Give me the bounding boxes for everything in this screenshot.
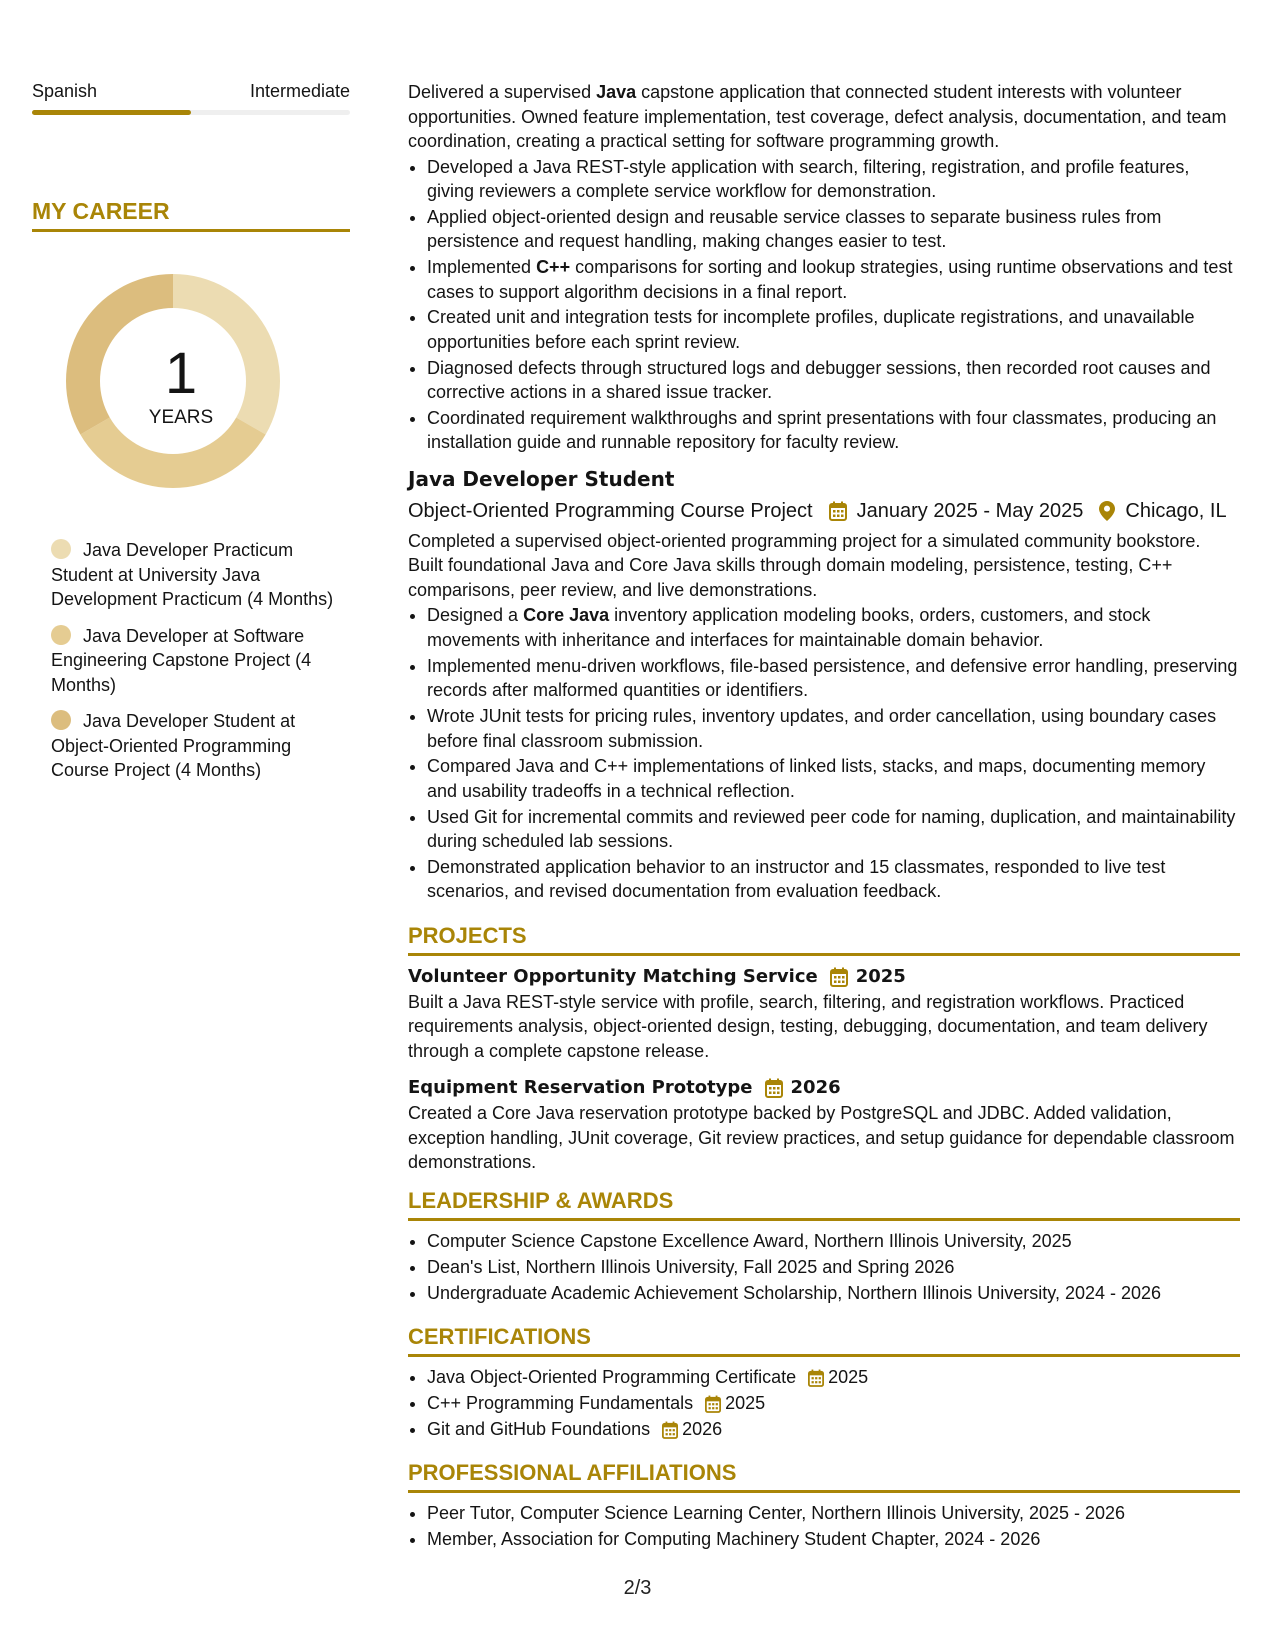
project-year: 2025	[855, 965, 906, 987]
bullet-item	[427, 255, 1240, 304]
bold-keyword: C++	[536, 257, 571, 278]
language-proficiency-bar	[32, 110, 350, 115]
career-section-title: MY CAREER	[32, 198, 170, 224]
certifications-list	[408, 1365, 1240, 1441]
affiliations-list	[408, 1501, 1240, 1551]
project-item	[408, 964, 1240, 1064]
exp2-bullets	[408, 603, 1240, 903]
donut-unit: YEARS	[148, 407, 214, 428]
text: capstone application that connected student interests with volunteer opportunities. Owned feature implementation, test coverage, defect analysis, documentation, and team coordination, creating a practical setting for software programming growth.	[408, 82, 1227, 151]
legend-label: Java Developer Practicum Student at University Java Development Practicum (4 Months)	[51, 540, 334, 609]
bold-keyword: Java	[596, 82, 637, 102]
bullet-item: • Coordinated requirement walkthroughs and sprint presentations with four classmates, producing an installation guide and runnable repository for faculty review.	[427, 406, 1240, 455]
exp1-summary	[408, 80, 1240, 154]
calendar-icon	[829, 501, 847, 521]
section-rule	[408, 953, 1240, 956]
bullet-item: • Diagnosed defects through structured logs and debugger sessions, then recorded root causes and corrective actions in a shared issue tracker.	[427, 356, 1240, 405]
exp2-org: Object-Oriented Programming Course Project	[408, 499, 813, 522]
certification-name: Java Object-Oriented Programming Certificate	[427, 1367, 797, 1388]
legend-label: Java Developer Student at Object-Oriented Programming Course Project (4 Months)	[51, 711, 296, 780]
legend-dot-icon	[51, 625, 71, 645]
text: Implemented	[427, 257, 537, 278]
project-item	[408, 1075, 1240, 1175]
project-heading	[408, 1075, 1240, 1101]
section-rule	[408, 1490, 1240, 1493]
language-name: Spanish	[32, 81, 98, 101]
certification-name: Git and GitHub Foundations	[427, 1418, 651, 1439]
certification-year: 2026	[682, 1418, 723, 1439]
list-item: • Member, Association for Computing Machinery Student Chapter, 2024 - 2026	[427, 1527, 1240, 1552]
bullet-item: • Implemented menu-driven workflows, file-based persistence, and defensive error handling, preserving records after malformed quantities or identifiers.	[427, 654, 1240, 703]
project-description: Built a Java REST-style service with profile, search, filtering, and registration workflows. Practiced requirements analysis, object-oriented design, testing, debugging, documentation, and team delivery through a complete capstone release.	[408, 991, 1208, 1061]
certification-year: 2025	[725, 1392, 766, 1413]
exp2-meta	[408, 497, 1240, 525]
text: Designed a	[427, 605, 524, 626]
exp2-location: Chicago, IL	[1125, 499, 1227, 522]
legend-item	[51, 709, 336, 783]
calendar-icon	[830, 967, 848, 987]
exp2-summary: Completed a supervised object-oriented programming project for a simulated community bookstore. Built foundational Java and Core Java skills through domain modeling, persistence, testing, C++ comparisons, peer review, and live demonstrations.	[408, 530, 1201, 600]
projects-section-title: PROJECTS	[408, 922, 527, 948]
legend-dot-icon	[51, 710, 71, 730]
certification-item	[427, 1391, 1240, 1416]
project-description: Created a Core Java reservation prototype backed by PostgreSQL and JDBC. Added validation, exception handling, JUnit coverage, Git review practices, and setup guidance for dependable classroom demonstrations.	[408, 1103, 1235, 1173]
certification-item	[427, 1417, 1240, 1442]
certification-year: 2025	[828, 1367, 869, 1388]
language-proficiency-fill	[32, 110, 191, 115]
bullet-item	[427, 603, 1240, 652]
text: Delivered a supervised	[408, 82, 597, 102]
project-year: 2026	[790, 1077, 841, 1099]
language-level: Intermediate	[249, 81, 350, 101]
bullet-item: • Wrote JUnit tests for pricing rules, inventory updates, and order cancellation, using boundary cases before final classroom submission.	[427, 704, 1240, 753]
sidebar	[32, 80, 350, 795]
legend-dot-icon	[51, 539, 71, 559]
main-content	[408, 80, 1240, 1553]
bold-keyword: Core Java	[523, 605, 610, 626]
section-rule	[408, 1354, 1240, 1357]
legend-item	[51, 538, 336, 612]
career-section-rule	[32, 229, 350, 232]
language-row	[32, 80, 350, 102]
donut-total: 1	[164, 341, 198, 406]
exp2-title: Java Developer Student	[408, 466, 675, 491]
calendar-icon	[765, 1078, 783, 1098]
bullet-item: • Used Git for incremental commits and reviewed peer code for naming, duplication, and maintainability during scheduled lab sessions.	[427, 805, 1240, 854]
calendar-icon	[705, 1395, 721, 1413]
bullet-item: • Compared Java and C++ implementations of linked lists, stacks, and maps, documenting memory and usability tradeoffs in a technical reflection.	[427, 754, 1240, 803]
bullet-item: • Developed a Java REST-style application with search, filtering, registration, and profile features, giving reviewers a complete service workflow for demonstration.	[427, 155, 1240, 204]
bullet-item: • Demonstrated application behavior to an instructor and 15 classmates, responded to live test scenarios, and revised documentation from evaluation feedback.	[427, 855, 1240, 904]
project-name: Equipment Reservation Prototype	[408, 1077, 753, 1099]
legend-label: Java Developer at Software Engineering Capstone Project (4 Months)	[51, 625, 312, 695]
exp1-bullets	[408, 155, 1240, 455]
location-pin-icon	[1099, 501, 1115, 521]
certification-name: C++ Programming Fundamentals	[427, 1392, 694, 1413]
bullet-item: • Applied object-oriented design and reusable service classes to separate business rules from persistence and request handling, making changes easier to test.	[427, 205, 1240, 254]
career-donut-chart	[66, 274, 296, 504]
text: comparisons for sorting and lookup strategies, using runtime observations and test cases to support algorithm decisions in a final report.	[427, 257, 1233, 302]
list-item: • Computer Science Capstone Excellence Award, Northern Illinois University, 2025	[427, 1229, 1240, 1254]
career-legend	[51, 538, 336, 783]
page-number: 2/3	[623, 1577, 652, 1599]
list-item: • Peer Tutor, Computer Science Learning Center, Northern Illinois University, 2025 - 2026	[427, 1501, 1240, 1526]
affiliations-section-title: PROFESSIONAL AFFILIATIONS	[408, 1460, 737, 1486]
list-item: • Undergraduate Academic Achievement Scholarship, Northern Illinois University, 2024 - 2026	[427, 1281, 1240, 1306]
legend-item	[51, 624, 336, 698]
certification-item	[427, 1365, 1240, 1390]
list-item: • Dean's List, Northern Illinois University, Fall 2025 and Spring 2026	[427, 1255, 1240, 1280]
certifications-section-title: CERTIFICATIONS	[408, 1324, 591, 1350]
leadership-section-title: LEADERSHIP & AWARDS	[408, 1187, 674, 1213]
project-heading	[408, 964, 1240, 990]
leadership-list	[408, 1229, 1240, 1305]
calendar-icon	[808, 1369, 824, 1387]
text: inventory application modeling books, orders, customers, and stock movements with inheritance and interfaces for maintainable domain behavior.	[427, 605, 1151, 650]
exp2-dates: January 2025 - May 2025	[856, 499, 1084, 522]
project-name: Volunteer Opportunity Matching Service	[408, 965, 818, 987]
calendar-icon	[662, 1421, 678, 1439]
section-rule	[408, 1218, 1240, 1221]
bullet-item: • Created unit and integration tests for incomplete profiles, duplicate registrations, and unavailable opportunities before each sprint review.	[427, 305, 1240, 354]
